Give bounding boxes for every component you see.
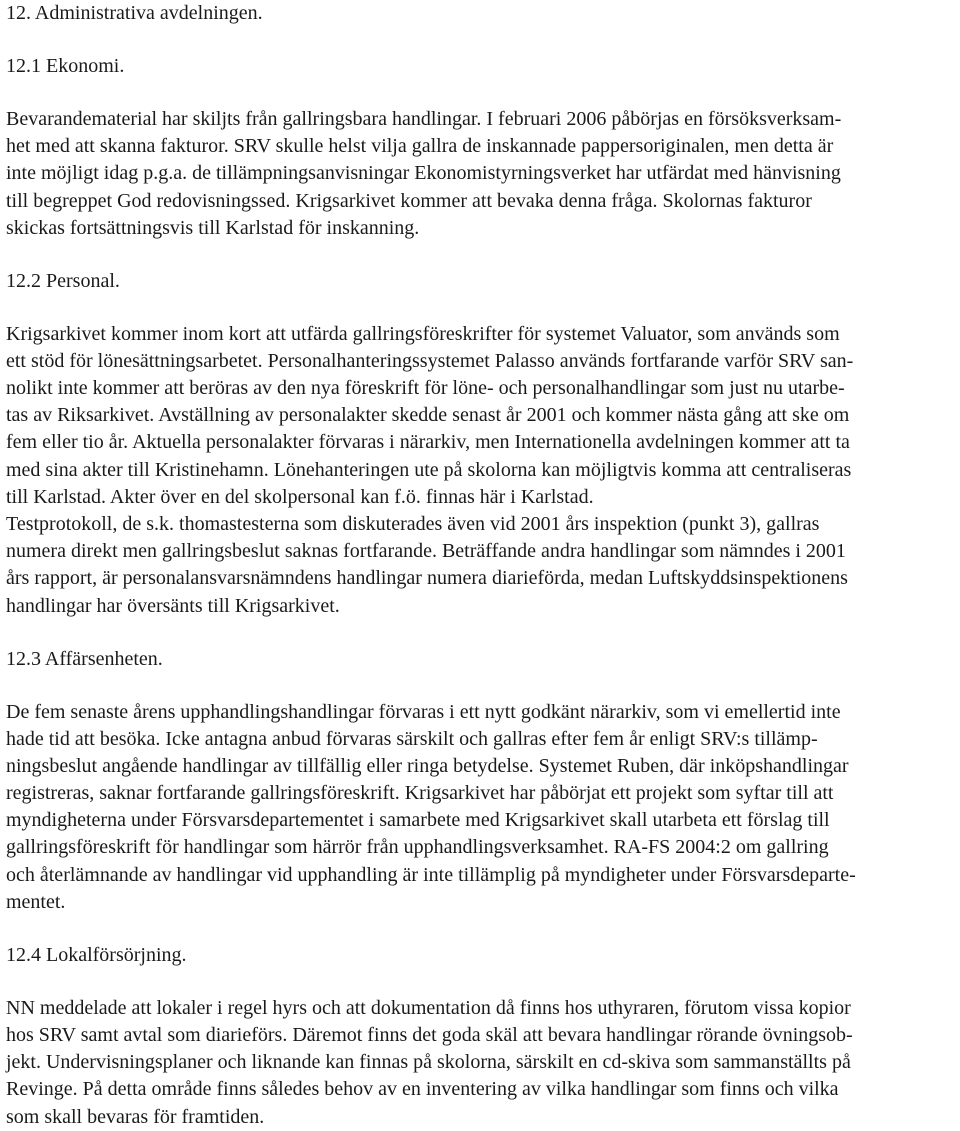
text-line: De fem senaste årens upphandlingshandlingar förvaras i ett nytt godkänt närarkiv, som vi emellertid inte	[6, 700, 841, 723]
text-line: gallringsföreskrift för handlingar som härrör från upphandlingsverksamhet. RA-FS 2004:2 om gallring	[6, 836, 829, 859]
text-line: het med att skanna fakturor. SRV skulle helst vilja gallra de inskannade pappersoriginalen, men detta är	[6, 135, 834, 158]
text-line: till Karlstad. Akter över en del skolpersonal kan f.ö. finnas här i Karlstad.	[6, 485, 594, 508]
text-line: hos SRV samt avtal som diarieförs. Däremot finns det goda skäl att bevara handlingar rörande övningsob-	[6, 1024, 853, 1046]
text-line: Krigsarkivet kommer inom kort att utfärda gallringsföreskrifter för systemet Valuator, som används som	[6, 322, 840, 345]
text-line: tas av Riksarkivet. Avställning av personalakter skedde senast år 2001 och kommer nästa gång att ske om	[6, 404, 850, 427]
subsection-heading: 12.3 Affärsenheten.	[6, 647, 163, 670]
text-line: till begreppet God redovisningssed. Krigsarkivet kommer att bevaka denna fråga. Skolornas fakturor	[6, 189, 812, 212]
paragraph	[6, 106, 954, 242]
text-line: Revinge. På detta område finns således behov av en inventering av vilka handlingar som finns och vilka	[6, 1078, 839, 1101]
text-line: hade tid att besöka. Icke antagna anbud förvaras särskilt och gallras efter fem år enligt SRV:s tillämp-	[6, 727, 818, 750]
paragraph	[6, 995, 954, 1131]
text-line: och återlämnande av handlingar vid upphandling är inte tillämplig på myndigheter under Försvarsdeparte-	[6, 863, 856, 886]
paragraph	[6, 699, 954, 917]
text-line: ett stöd för lönesättningsarbetet. Personalhanteringssystemet Palasso används fortfarande varför SRV san-	[6, 349, 854, 372]
text-line: registreras, saknar fortfarande gallringsföreskrift. Krigsarkivet har påbörjat ett projekt som syftar till att	[6, 782, 834, 805]
subsection-heading: 12.1 Ekonomi.	[6, 54, 125, 77]
text-line: handlingar har översänts till Krigsarkivet.	[6, 594, 340, 617]
text-line: nolikt inte kommer att beröras av den nya föreskrift för löne- och personalhandlingar som just nu utarbe-	[6, 377, 845, 400]
text-line: mentet.	[6, 890, 66, 913]
text-line: med sina akter till Kristinehamn. Lönehanteringen ute på skolorna kan möjligtvis komma att centraliseras	[6, 458, 852, 481]
subsection-heading: 12.4 Lokalförsörjning.	[6, 943, 187, 966]
text-line: jekt. Undervisningsplaner och liknande kan finnas på skolorna, särskilt en cd-skiva som sammanställts på	[6, 1051, 851, 1074]
text-line: NN meddelade att lokaler i regel hyrs och att dokumentation då finns hos uthyraren, förutom vissa kopior	[6, 996, 851, 1019]
text-line: års rapport, är personalansvarsnämndens handlingar numera diarieförda, medan Luftskyddsinspektionens	[6, 567, 848, 590]
text-line: myndigheterna under Försvarsdepartementet i samarbete med Krigsarkivet skall utarbeta ett förslag till	[6, 809, 830, 832]
subsection-heading: 12.2 Personal.	[6, 269, 120, 292]
text-line: fem eller tio år. Aktuella personalakter förvaras i närarkiv, men Internationella avdelningen kommer att ta	[6, 431, 850, 454]
text-line: skickas fortsättningsvis till Karlstad för inskanning.	[6, 216, 420, 239]
text-line: som skall bevaras för framtiden.	[6, 1105, 265, 1128]
section-heading: 12. Administrativa avdelningen.	[6, 2, 263, 24]
paragraph	[6, 321, 954, 620]
document-page	[6, 0, 954, 1131]
text-line: Bevarandematerial har skiljts från gallringsbara handlingar. I februari 2006 påbörjas en försöksverksam-	[6, 107, 842, 130]
text-line: ningsbeslut angående handlingar av tillfällig eller ringa betydelse. Systemet Ruben, där inköpshandlingar	[6, 754, 849, 777]
text-line: Testprotokoll, de s.k. thomastesterna som diskuterades även vid 2001 års inspektion (punkt 3), gallras	[6, 513, 820, 535]
text-line: numera direkt men gallringsbeslut saknas fortfarande. Beträffande andra handlingar som nämndes i 2001	[6, 540, 846, 563]
text-line: inte möjligt idag p.g.a. de tillämpningsanvisningar Ekonomistyrningsverket har utfärdat med hänvisning	[6, 162, 841, 185]
